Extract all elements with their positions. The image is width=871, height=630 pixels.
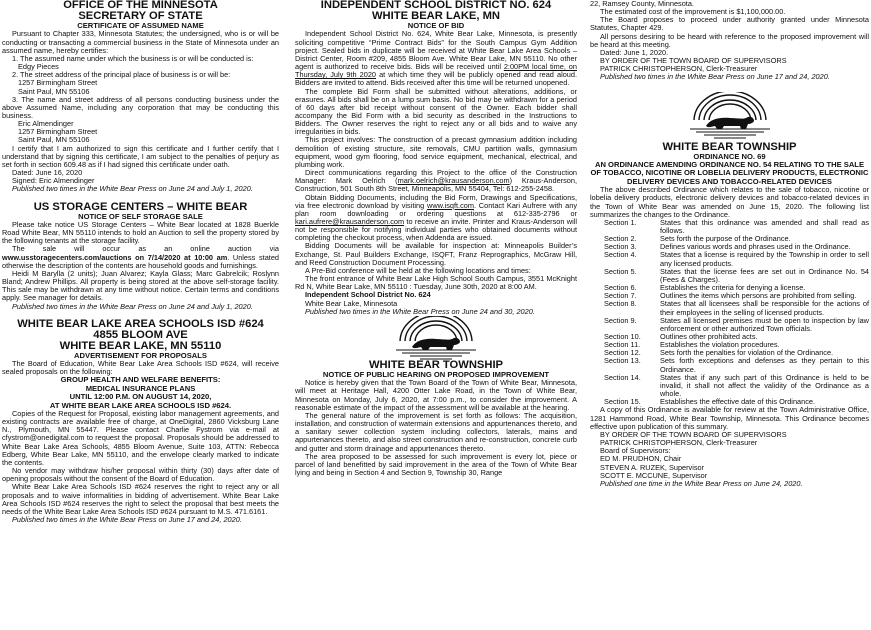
supervisor-line: SCOTT E. MCCUNE, Supervisor xyxy=(600,470,708,480)
person-name: Eric Almendinger xyxy=(18,119,74,129)
notice-title: WHITE BEAR LAKE, MN 55110 xyxy=(59,339,222,352)
paragraph: 1. The assumed name under which the business is or will be conducted is: xyxy=(12,53,254,63)
notice-subtitle: CERTIFICATE OF ASSUMED NAME xyxy=(77,21,204,30)
ordinance-section-row xyxy=(590,251,869,267)
paragraph: 3. The name and street address of all persons conducting business under the above Assumed Name, including any corporation that may be conducting this business. xyxy=(2,94,279,120)
paragraph: The front entrance of White Bear Lake High School South Campus, 3551 McKnight Rd N, White Bear Lake, MN 55110 : Tuesday, June 30th, 2020 at 8:00 AM. xyxy=(295,274,577,292)
paragraph xyxy=(295,194,577,243)
notice-public-hearing-continued xyxy=(590,0,869,82)
bold-heading: MEDICAL INSURANCE PLANS xyxy=(85,383,196,393)
paragraph: The complete Bid Form shall be submitted without alterations, additions, or erasures. All bids shall be on a lump sum basis. No bid may be withdrawn for a period of 60 days after bid receipt without consent of the Owner. Each bidder shall accompany the Bid Form with a bid security as described in the Instructions to Bidders. The Owner reserves the right to reject any or all bids and to waive any irregularities in bids. xyxy=(295,86,577,137)
section-text: States that the license fees are set out in Ordinance No. 54 (Fees & Charges). xyxy=(660,266,869,284)
bold-heading: GROUP HEALTH AND WELFARE BENEFITS: xyxy=(60,375,221,385)
text-run: Direct communications regarding this Project to the office of the Construction Manager: Mark Oelrich ( xyxy=(295,168,577,186)
text-run: . Unless stated otherwise the description of the contents are household goods and furnishings. xyxy=(2,252,279,270)
paragraph: I certify that I am authorized to sign this certificate and I further certify that I understand that by signing this certificate, I am subject to the penalties of perjury as set forth in section 609.48 as if I had signed this certificate under oath. xyxy=(2,143,279,169)
section-number: Section 9. xyxy=(604,315,637,325)
section-text: States that all licensees shall be responsible for the actions of their employees in the selling of licensed products. xyxy=(660,299,869,317)
order-line: BY ORDER OF THE TOWN BOARD OF SUPERVISORS xyxy=(600,429,787,439)
section-text: Defines various words and phrases used in the Ordinance. xyxy=(660,242,851,252)
supervisor-line: STEVEN A. RUZEK, Supervisor xyxy=(600,462,705,472)
notice-assumed-name xyxy=(2,0,279,194)
notice-subtitle: NOTICE OF PUBLIC HEARING ON PROPOSED IMPROVEMENT xyxy=(322,369,550,379)
paragraph: Copies of the Request for Proposal, existing labor management agreements, and existing contracts are available free of charge, at OneDigital, 2860 Vicksburg Lane N., Plymouth, MN 55447. Please contact Charlie Fystrom via e-mail at cfystrom@onedigital.com to request the proposal. Proposals should be addressed to White Bear Lake Area Schools, 4855 Bloom Avenue, Suite 103, ATTN: Rebecca Edberg, White Bear Lake, MN 55110, and the envelope clearly marked to indicate the contents. xyxy=(2,409,279,467)
paragraph: A Pre-Bid conference will be held at the following locations and times: xyxy=(305,265,531,275)
clerk-line: PATRICK CHRISTOPHERSON, Clerk-Treasurer xyxy=(600,64,758,74)
notice-public-hearing xyxy=(295,360,577,477)
notice-title: INDEPENDENT SCHOOL DISTRICT NO. 624 xyxy=(320,0,552,11)
section-text: Outlines the items which persons are prohibited from selling. xyxy=(660,291,857,301)
text-run: to receive an invite. Printer and Kraus-Anderson will not be responsible for notifying individual parties who obtained documents without completing the checkout process, when Addenda are issued. xyxy=(295,217,577,243)
column-2 xyxy=(295,0,577,477)
paragraph: The Board proposes to proceed under authority granted under Minnesota Statutes, Chapter 429. xyxy=(590,15,869,33)
column-3 xyxy=(590,0,869,488)
paragraph: The estimated cost of the improvement is $1,100,000.00. xyxy=(600,7,786,17)
section-number: Section 11. xyxy=(604,340,641,350)
section-number: Section 15. xyxy=(604,397,641,407)
section-text: Outlines other prohibited acts. xyxy=(660,332,758,341)
published-line: Published two times in the White Bear Press on June 24 and 30, 2020. xyxy=(305,306,535,316)
section-number: Section 10. xyxy=(604,332,641,341)
paragraph: Pursuant to Chapter 333, Minnesota Statutes; the undersigned, who is or will be conducting or transacting a commercial business in the State of Minnesota under an assumed name, hereby certifies: xyxy=(2,29,279,55)
notice-title: WHITE BEAR LAKE, MN xyxy=(371,10,501,22)
notice-title: 4855 BLOOM AVE xyxy=(93,328,188,341)
notice-title: WHITE BEAR LAKE AREA SCHOOLS ISD #624 xyxy=(17,317,264,330)
notice-subtitle: NOTICE OF BID xyxy=(407,21,465,30)
ordinance-section-row xyxy=(590,357,869,373)
section-number: Section 1. xyxy=(604,217,637,227)
section-text: States all licensed premises must be open to inspection by law enforcement or other authorized Town officials. xyxy=(660,315,869,333)
paragraph: 2. The street address of the principal place of business is or will be: xyxy=(12,70,231,80)
signature-line: White Bear Lake, Minnesota xyxy=(305,298,398,308)
address-line: Saint Paul, MN 55106 xyxy=(18,86,90,96)
notice-self-storage xyxy=(2,202,279,311)
paragraph: This project involves: The construction of a precast gymnasium addition including demolition of existing structure, site removals, CMU partition walls, gymnasium equipment, wood gym flooring, food service equipment, mechanical, electrical, and plumbing work. xyxy=(295,135,577,169)
published-line: Published one time in the White Bear Press on June 24, 2020. xyxy=(600,478,803,488)
section-text: States that a license is required by the Township in order to sell any licensed products. xyxy=(660,250,869,268)
section-text: States that this ordinance was amended and shall read as follows. xyxy=(660,217,869,235)
paragraph: A copy of this Ordinance is available for review at the Town Administrative Office, 1281 Hammond Road, White Bear Township, Minnesota. This Ordinance becomes effective upon publication of this summary. xyxy=(590,405,869,431)
notice-subtitle: ADVERTISEMENT FOR PROPOSALS xyxy=(74,350,207,360)
section-text: States that if any such part of this Ordinance is held to be invalid, it shall not affect the validity of the Ordinance as a whole. xyxy=(660,372,869,399)
township-bear-logo xyxy=(390,316,482,360)
paragraph: White Bear Lake Area Schools ISD #624 reserves the right to reject any or all proposals and to waive informalities in bidding of advertisement. White Bear Lake Area Schools ISD #624 reserves the right to select the proposal that best meets the needs of the White Bear Lake Area Schools ISD #624 pursuant to M.S. 471.6161. xyxy=(2,482,279,516)
section-number: Section 5. xyxy=(604,266,637,276)
notice-subtitle: NOTICE OF SELF STORAGE SALE xyxy=(78,211,203,221)
email-link[interactable]: mark.oelrich@krausanderson.com xyxy=(397,176,510,186)
section-text: Establishes the violation procedures. xyxy=(660,340,780,350)
published-line: Published two times in the White Bear Press on June 24 and July 1, 2020. xyxy=(12,184,253,194)
text-run: ) Kraus-Anderson, Construction, 501 South 8th Street, Minneapolis, MN 55404, Tel: 612-255-2458. xyxy=(295,176,578,194)
published-line: Published two times in the White Bear Press on June 17 and 24, 2020. xyxy=(12,515,242,525)
text-run: The sale will occur as an online auction via xyxy=(12,244,279,254)
text-run: . Contact Kari Aufrere with any plan room downloading or ordering questions at 612-335-2796 or xyxy=(295,200,578,218)
supervisor-line: ED M. PRUDHON, Chair xyxy=(600,454,682,464)
paragraph xyxy=(295,169,577,193)
auction-link[interactable]: www.usstoragecenters.com/auctions on 7/14/2020 at 10:00 am xyxy=(2,252,228,262)
published-line: Published two times in the White Bear Press on June 17 and 24, 2020. xyxy=(600,72,830,82)
paragraph: The area proposed to be assessed for such improvement is every lot, piece or parcel of land benefitted by said improvement in the area of the Town of White Bear lying and being in Section 4 and Section 9, Township 30, Range xyxy=(295,451,577,477)
paragraph: 22, Ramsey County, Minnesota. xyxy=(590,0,694,8)
paragraph: No vendor may withdraw his/her proposal within thirty (30) days after date of opening proposals without the consent of the Board of Education. xyxy=(2,466,279,484)
section-number: Section 3. xyxy=(604,242,637,252)
notice-title: WHITE BEAR TOWNSHIP xyxy=(368,358,504,371)
notice-title: US STORAGE CENTERS – WHITE BEAR xyxy=(33,200,248,213)
order-line: BY ORDER OF THE TOWN BOARD OF SUPERVISORS xyxy=(600,56,787,66)
paragraph: The above described Ordinance which relates to the sale of tobacco, nicotine or lobelia delivery products, electronic delivery devices and tobacco-related devices in the Town of White Bear was amended on June 15, 2020. The following list summarizes the changes to the Ordinance. xyxy=(590,185,869,219)
ordinance-heading: AN ORDINANCE AMENDING ORDINANCE NO. 54 RELATING TO THE SALE OF TOBACCO, NICOTINE OR LOBELIA DELIVERY PRODUCTS, ELECTRONIC DELIVERY DEVICES AND TOBACCO-RELATED DEVICES xyxy=(590,159,869,186)
paragraph xyxy=(295,30,577,87)
township-bear-logo xyxy=(684,92,776,142)
published-line: Published two times in the White Bear Press on June 24 and July 1, 2020. xyxy=(12,301,253,311)
dated-line: Dated: June 1, 2020. xyxy=(600,47,669,57)
bid-deadline: 2:00PM local time, on Thursday, July 9th 2020 xyxy=(295,62,577,80)
section-number: Section 4. xyxy=(604,250,637,260)
signature-line: Independent School District No. 624 xyxy=(305,290,431,300)
text-run: Obtain Bidding Documents, including the Bid Form, Drawings and Specifications, via free electronic download by visiting xyxy=(295,192,577,210)
notice-title: SECRETARY OF STATE xyxy=(78,10,203,22)
address-line: 1257 Birmingham Street xyxy=(18,78,98,88)
ordinance-section-row xyxy=(590,374,869,398)
paragraph: Notice is hereby given that the Town Board of the Town of White Bear, Minnesota, will meet at Heritage Hall, 4200 Otter Lake Road, in the Town of White Bear, Minnesota on Monday, July 6, 2020, at 7:00 p.m., to consider the improvement. A reasonable estimate of the impact of the assessment will be available at the hearing. xyxy=(295,378,577,412)
section-text: Establishes the criteria for denying a license. xyxy=(660,283,806,293)
sections-body xyxy=(590,219,869,407)
section-text: Sets forth the purpose of the Ordinance. xyxy=(660,234,791,244)
paragraph: Please take notice US Storage Centers – White Bear located at 1828 Buerkle Road White Bear, MN 55110 intends to hold an Auction to sell the property stored by the following tenants at the storage facility. xyxy=(2,219,279,246)
section-text: Establishes the effective date of this Ordinance. xyxy=(660,397,815,407)
board-line: Board of Supervisors: xyxy=(600,446,671,456)
section-number: Section 8. xyxy=(604,299,637,309)
paragraph: Heidi M Barylla (2 units); Juan Alvarez; Kayla Glass; Marc Gabrelcik; Roslynn Bland; Andrew Phillips. All property is being stored at the above self-storage facility. This sale may be withdrawn at any time without notice. Certain terms and conditions apply. See manager for details. xyxy=(2,268,279,303)
paragraph: All persons desiring to be heard with reference to the proposed improvement will be heard at this meeting. xyxy=(590,31,869,49)
address-line: 1257 Birmingham Street xyxy=(18,127,98,137)
ordinance-section-row xyxy=(590,317,869,333)
section-number: Section 2. xyxy=(604,234,637,244)
email-link[interactable]: kari.aufrere@krausanderson.com xyxy=(295,217,405,226)
section-number: Section 13. xyxy=(604,356,641,366)
section-number: Section 14. xyxy=(604,372,641,382)
ordinance-section-row xyxy=(590,268,869,284)
address-line: Saint Paul, MN 55106 xyxy=(18,135,90,145)
column-1 xyxy=(2,0,279,524)
ordinance-section-row xyxy=(590,219,869,235)
notice-ordinance xyxy=(590,142,869,488)
bold-heading: UNTIL 12:00 P.M. ON AUGUST 14, 2020, xyxy=(69,392,212,402)
notice-subtitle: ORDINANCE NO. 69 xyxy=(693,151,766,161)
dated-line: Dated: June 16, 2020 xyxy=(12,168,83,178)
paragraph: The general nature of the improvement is set forth as follows: The acquisition, installation, and construction of watermain extensions and appurtenances thereto, and a sanitary sewer collection system including collectors, laterals, mains and appurtenances thereto, and also street construction and re-construction, concrete curb and gutter and storm drainage and appurtenances thereto. xyxy=(295,410,577,453)
notice-title: WHITE BEAR TOWNSHIP xyxy=(662,140,797,153)
section-text: Sets forth exceptions and defenses as they pertain to this Ordinance. xyxy=(660,356,869,374)
notice-title: OFFICE OF THE MINNESOTA xyxy=(63,0,218,11)
website-link[interactable]: www.isqft.com xyxy=(427,200,474,210)
assumed-name: Edgy Pieces xyxy=(18,62,59,72)
section-number: Section 12. xyxy=(604,348,641,358)
signed-line: Signed: Eric Almendinger xyxy=(12,176,95,186)
section-number: Section 6. xyxy=(604,283,637,293)
ordinance-section-row xyxy=(590,300,869,316)
section-number: Section 7. xyxy=(604,291,637,301)
notice-of-bid xyxy=(295,0,577,316)
section-text: Sets forth the penalties for violation of the Ordinance. xyxy=(660,348,834,358)
bold-heading: AT WHITE BEAR LAKE AREA SCHOOLS ISD #624. xyxy=(49,400,232,410)
paragraph: Bidding Documents will be available for inspection at: Minneapolis Builder’s Exchange, St. Paul Builders Exchange, ISQFT, Franz Reprographics, McGraw Hill, and Reed Construction Document Processing. xyxy=(295,241,577,267)
notice-proposals xyxy=(2,319,279,525)
paragraph xyxy=(2,245,279,269)
clerk-line: PATRICK CHRISTOPHERSON, Clerk-Treasurer xyxy=(600,438,758,448)
sections-table xyxy=(590,219,869,407)
text-run: at which time they will be publicly opened and read aloud. Bidders are invited to attend. Bids received after this time will be returned unopened. xyxy=(295,70,577,88)
text-run: Independent School District No. 624, White Bear Lake, Minnesota, is presently soliciting competitive “Prime Contract Bids” for the South Campus Gym Addition project. Sealed bids in duplicate will be received at White Bear Lake Area Schools – District Center, Room #209, 4855 Bloom Ave. White Bear Lake, MN 55110. No other agent is authorized to receive bids. Bids will be received until xyxy=(295,29,577,72)
paragraph: The Board of Education, White Bear Lake Area Schools ISD #624, will receive sealed proposals on the following: xyxy=(2,359,279,377)
